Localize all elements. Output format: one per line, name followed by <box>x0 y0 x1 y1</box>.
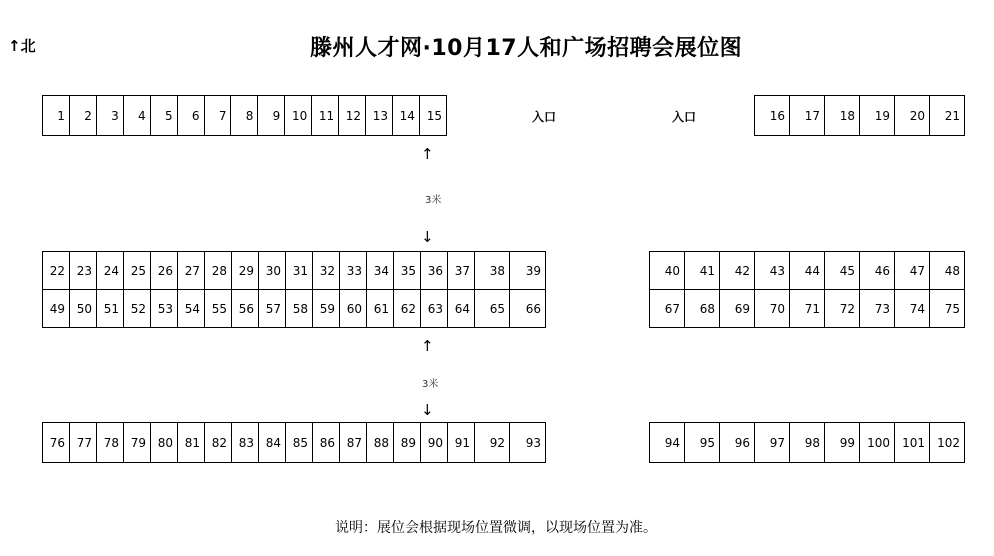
booth-cell: 77 <box>70 423 97 463</box>
booth-cell: 48 <box>930 252 965 290</box>
booth-cell: 40 <box>650 252 685 290</box>
booth-cell: 68 <box>685 290 720 328</box>
arrow-up-icon: ↑ <box>421 337 434 355</box>
booth-cell: 63 <box>421 290 448 328</box>
booth-cell: 11 <box>312 96 339 136</box>
arrow-down-icon: ↓ <box>421 401 434 419</box>
booth-cell: 54 <box>178 290 205 328</box>
booth-block-middle-left <box>42 251 546 328</box>
booth-cell: 31 <box>286 252 313 290</box>
booth-cell: 85 <box>286 423 313 463</box>
booth-cell: 93 <box>510 423 546 463</box>
booth-cell: 1 <box>43 96 70 136</box>
booth-cell: 43 <box>755 252 790 290</box>
booth-cell: 24 <box>97 252 124 290</box>
booth-cell: 17 <box>790 96 825 136</box>
booth-cell: 56 <box>232 290 259 328</box>
booth-cell: 4 <box>123 96 150 136</box>
booth-cell: 25 <box>124 252 151 290</box>
booth-cell: 72 <box>825 290 860 328</box>
booth-cell: 96 <box>720 423 755 463</box>
booth-cell: 19 <box>860 96 895 136</box>
booth-cell: 32 <box>313 252 340 290</box>
booth-cell: 35 <box>394 252 421 290</box>
booth-cell: 90 <box>421 423 448 463</box>
booth-cell: 28 <box>205 252 232 290</box>
booth-cell: 65 <box>475 290 510 328</box>
booth-cell: 27 <box>178 252 205 290</box>
booth-cell: 8 <box>231 96 258 136</box>
booth-row-4-left <box>42 422 546 463</box>
booth-cell: 29 <box>232 252 259 290</box>
booth-cell: 70 <box>755 290 790 328</box>
page-title: 滕州人才网·10月17人和广场招聘会展位图 <box>310 36 743 61</box>
booth-cell: 30 <box>259 252 286 290</box>
booth-row-4-right <box>649 422 965 463</box>
booth-cell: 73 <box>860 290 895 328</box>
booth-cell: 5 <box>150 96 177 136</box>
booth-cell: 6 <box>177 96 204 136</box>
booth-cell: 57 <box>259 290 286 328</box>
booth-cell: 71 <box>790 290 825 328</box>
booth-cell: 15 <box>419 96 446 136</box>
booth-cell: 21 <box>930 96 965 136</box>
arrow-up-icon: ↑ <box>421 145 434 163</box>
booth-cell: 102 <box>930 423 965 463</box>
booth-cell: 80 <box>151 423 178 463</box>
booth-cell: 2 <box>69 96 96 136</box>
booth-cell: 13 <box>366 96 393 136</box>
booth-cell: 23 <box>70 252 97 290</box>
distance-label: 3米 <box>422 379 439 390</box>
booth-cell: 34 <box>367 252 394 290</box>
booth-cell: 45 <box>825 252 860 290</box>
booth-cell: 101 <box>895 423 930 463</box>
booth-cell: 44 <box>790 252 825 290</box>
booth-cell: 41 <box>685 252 720 290</box>
booth-cell: 76 <box>43 423 70 463</box>
booth-cell: 58 <box>286 290 313 328</box>
booth-cell: 97 <box>755 423 790 463</box>
distance-label: 3米 <box>425 195 442 206</box>
booth-cell: 92 <box>475 423 510 463</box>
entrance-label-left: 入口 <box>532 110 557 124</box>
booth-cell: 53 <box>151 290 178 328</box>
entrance-label-right: 入口 <box>672 110 697 124</box>
booth-cell: 99 <box>825 423 860 463</box>
booth-cell: 26 <box>151 252 178 290</box>
booth-cell: 49 <box>43 290 70 328</box>
booth-cell: 18 <box>825 96 860 136</box>
booth-row-1-right <box>754 95 965 136</box>
booth-cell: 79 <box>124 423 151 463</box>
booth-cell: 88 <box>367 423 394 463</box>
booth-cell: 22 <box>43 252 70 290</box>
booth-cell: 20 <box>895 96 930 136</box>
booth-cell: 10 <box>285 96 312 136</box>
booth-cell: 50 <box>70 290 97 328</box>
arrow-down-icon: ↓ <box>421 228 434 246</box>
booth-cell: 100 <box>860 423 895 463</box>
booth-cell: 42 <box>720 252 755 290</box>
booth-cell: 95 <box>685 423 720 463</box>
booth-cell: 86 <box>313 423 340 463</box>
booth-cell: 67 <box>650 290 685 328</box>
booth-cell: 46 <box>860 252 895 290</box>
booth-cell: 62 <box>394 290 421 328</box>
booth-cell: 87 <box>340 423 367 463</box>
booth-cell: 52 <box>124 290 151 328</box>
booth-cell: 47 <box>895 252 930 290</box>
booth-cell: 12 <box>339 96 366 136</box>
booth-block-middle-right <box>649 251 965 328</box>
booth-cell: 3 <box>96 96 123 136</box>
footnote: 说明：展位会根据现场位置微调，以现场位置为准。 <box>335 520 657 536</box>
booth-cell: 74 <box>895 290 930 328</box>
booth-cell: 14 <box>392 96 419 136</box>
booth-cell: 91 <box>448 423 475 463</box>
booth-cell: 94 <box>650 423 685 463</box>
booth-cell: 36 <box>421 252 448 290</box>
booth-cell: 59 <box>313 290 340 328</box>
booth-cell: 82 <box>205 423 232 463</box>
north-indicator: ↑北 <box>8 37 36 55</box>
booth-cell: 38 <box>475 252 510 290</box>
booth-cell: 51 <box>97 290 124 328</box>
booth-cell: 39 <box>510 252 546 290</box>
booth-cell: 83 <box>232 423 259 463</box>
booth-cell: 69 <box>720 290 755 328</box>
booth-cell: 37 <box>448 252 475 290</box>
booth-cell: 64 <box>448 290 475 328</box>
booth-cell: 7 <box>204 96 231 136</box>
booth-cell: 55 <box>205 290 232 328</box>
booth-cell: 66 <box>510 290 546 328</box>
booth-cell: 33 <box>340 252 367 290</box>
booth-row-1-left <box>42 95 447 136</box>
booth-cell: 16 <box>755 96 790 136</box>
booth-cell: 84 <box>259 423 286 463</box>
booth-cell: 60 <box>340 290 367 328</box>
booth-cell: 98 <box>790 423 825 463</box>
booth-cell: 78 <box>97 423 124 463</box>
booth-cell: 89 <box>394 423 421 463</box>
booth-cell: 9 <box>258 96 285 136</box>
booth-cell: 75 <box>930 290 965 328</box>
booth-cell: 81 <box>178 423 205 463</box>
booth-cell: 61 <box>367 290 394 328</box>
